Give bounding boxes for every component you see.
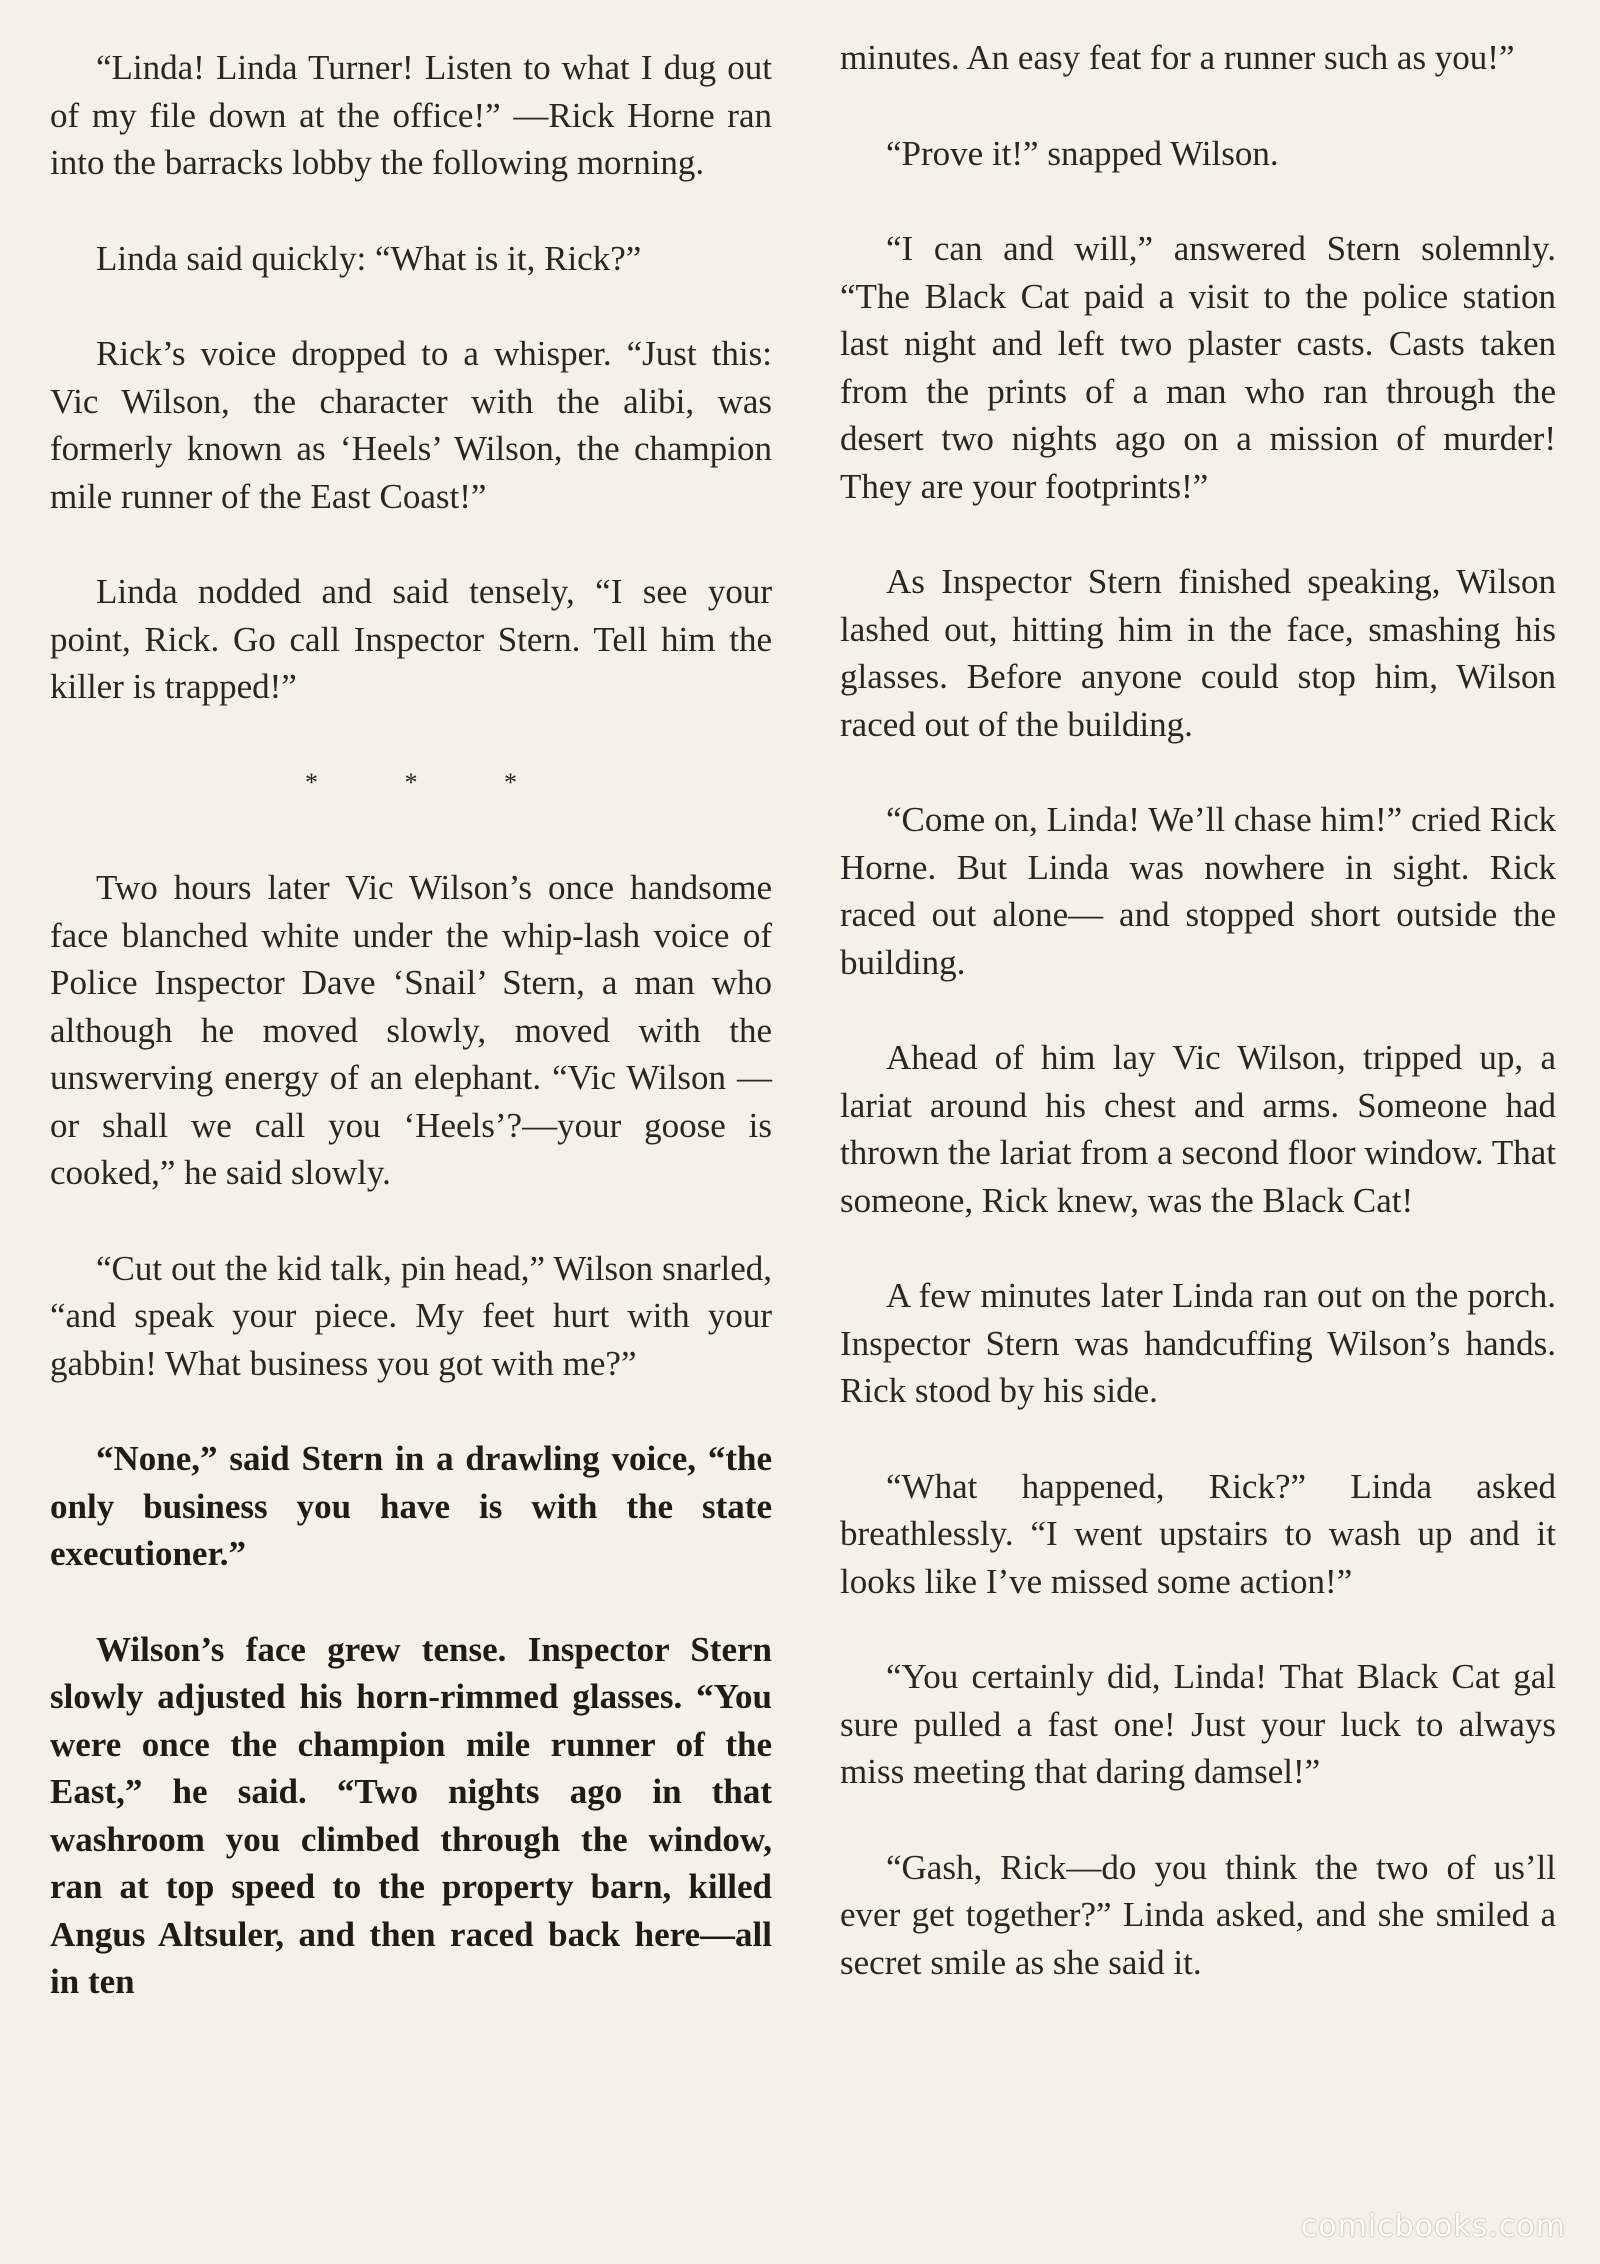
paragraph: “Cut out the kid talk, pin head,” Wilson snarled, “and speak your piece. My feet hurt with your gabbin! What business you got with me?” bbox=[50, 1248, 772, 1383]
paragraph: “I can and will,” answered Stern solemnly. “The Black Cat paid a visit to the police station last night and left two plaster casts. Casts taken from the prints of a man who ran through the desert two nights ago on a mission of murder! They are your footprints!” bbox=[840, 229, 1556, 506]
watermark: comicbooks.com bbox=[1300, 2209, 1566, 2244]
paragraph: “You certainly did, Linda! That Black Cat gal sure pulled a fast one! Just your luck to always miss meeting that daring damsel!” bbox=[840, 1657, 1556, 1791]
paragraph: minutes. An easy feat for a runner such as you!” bbox=[840, 38, 1515, 77]
paragraph: “Gash, Rick—do you think the two of us’ll ever get together?” Linda asked, and she smiled a secret smile as she said it. bbox=[840, 1847, 1556, 1982]
left-column bbox=[50, 44, 772, 2054]
scene-break: * * * bbox=[305, 767, 557, 797]
paragraph: Linda nodded and said tensely, “I see your point, Rick. Go call Inspector Stern. Tell him the killer is trapped!” bbox=[50, 572, 772, 706]
paragraph: A few minutes later Linda ran out on the porch. Inspector Stern was handcuffing Wilson’s hands. Rick stood by his side. bbox=[840, 1276, 1556, 1410]
paragraph: As Inspector Stern finished speaking, Wilson lashed out, hitting him in the face, smashing his glasses. Before anyone could stop him, Wilson raced out of the building. bbox=[840, 562, 1556, 744]
paragraph: Wilson’s face grew tense. Inspector Stern slowly adjusted his horn-rimmed glasses. “You were once the champion mile runner of the East,” he said. “Two nights ago in that washroom you climbed through the window, ran at top speed to the property barn, killed Angus Altsuler, and then raced back here—all in ten bbox=[50, 1629, 772, 2001]
paragraph: “What happened, Rick?” Linda asked breathlessly. “I went upstairs to wash up and it looks like I’ve missed some action!” bbox=[840, 1466, 1556, 1601]
paragraph: Rick’s voice dropped to a whisper. “Just this: Vic Wilson, the character with the alibi, was formerly known as ‘Heels’ Wilson, the champion mile runner of the East Coast!” bbox=[50, 334, 772, 516]
paragraph: Two hours later Vic Wilson’s once handsome face blanched white under the whip-lash voice of Police Inspector Dave ‘Snail’ Stern, a man who although he moved slowly, moved with the unswerving energy of an elephant. “Vic Wilson —or shall we call you ‘Heels’?—your goose is cooked,” he said slowly. bbox=[50, 868, 772, 1192]
paragraph: Linda said quickly: “What is it, Rick?” bbox=[96, 238, 642, 278]
paragraph: Ahead of him lay Vic Wilson, tripped up, a lariat around his chest and arms. Someone had thrown the lariat from a second floor window. That someone, Rick knew, was the Black Cat! bbox=[840, 1038, 1556, 1220]
right-column bbox=[840, 34, 1556, 2034]
paragraph: “Linda! Linda Turner! Listen to what I dug out of my file down at the office!” —Rick Horne ran into the barracks lobby the following morning. bbox=[50, 48, 772, 182]
paragraph: “None,” said Stern in a drawling voice, “the only business you have is with the state executioner.” bbox=[50, 1439, 772, 1573]
paragraph: “Prove it!” snapped Wilson. bbox=[886, 133, 1279, 173]
paragraph: “Come on, Linda! We’ll chase him!” cried Rick Horne. But Linda was nowhere in sight. Rick raced out alone— and stopped short outside the building. bbox=[840, 800, 1556, 982]
